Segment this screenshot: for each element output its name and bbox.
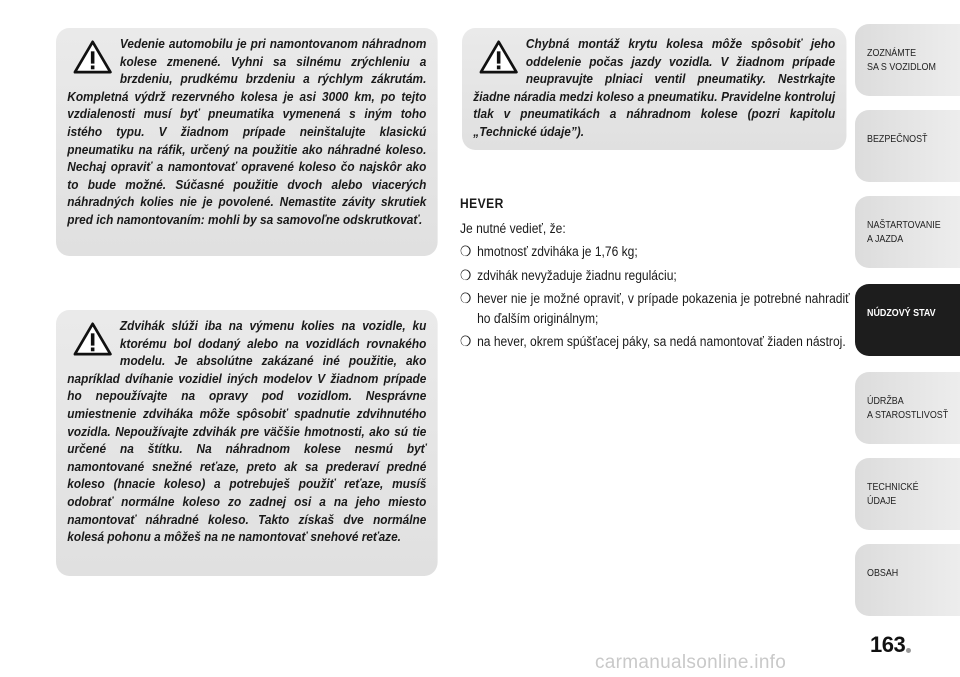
warning-box-jack-usage <box>56 310 438 576</box>
warning-triangle-icon <box>73 40 112 74</box>
list-item: ❍ hever nie je možné opraviť, v prípade pokazenia je potrebné nahradiť ho ďalším originálnym; <box>460 290 850 326</box>
warning-triangle-icon <box>73 322 112 356</box>
chapter-sidebar <box>855 24 960 624</box>
page-number: 163 <box>870 632 906 657</box>
tab-starting-and-driving[interactable]: NAŠTARTOVANIE A JAZDA <box>855 196 960 268</box>
list-item: ❍ na hever, okrem spúšťacej páky, sa nedá namontovať žiaden nástroj. <box>460 332 850 352</box>
page-dot <box>906 648 911 653</box>
section-heading: HEVER <box>460 196 504 211</box>
warning-box-wheel-cover <box>462 28 846 150</box>
circle-bullet-icon: ❍ <box>460 266 472 283</box>
list-item: ❍ zdvihák nevyžaduje žiadnu reguláciu; <box>460 266 850 286</box>
warning-text: Zdvihák slúži iba na výmenu kolies na vozidle, ku ktorému bol dodaný alebo na vozidlách rovnakého modelu. Je absolútne zakázané iné použitie, ako napríklad dvíhanie vozidiel iných modelov V žiadnom prípade ho nepoužívajte na opravy pod vozidlom. Nesprávne umiestnenie zdviháka môže spôsobiť spadnutie zdvihnutého vozidla. Nepoužívajte zdvihák pre väčšie hmotnosti, ako sú tie určené na štítku. Na náhradnom kolese nesmú byť namontované snežné reťaze, preto ak sa prederaví predné koleso (hnacie koleso) a potrebuješ použiť reťaze, musíš odobrať normálne koleso zo zadnej osi a na jeho miesto namontovať náhradné koleso. Takto získaš dve normálne kolesá pohonu a môžeš na ne namontovať snehové reťaze. <box>67 319 427 545</box>
tab-emergency[interactable]: NÚDZOVÝ STAV <box>855 284 960 356</box>
list-item: ❍ hmotnosť zdviháka je 1,76 kg; <box>460 242 850 262</box>
warning-text: Chybná montáž krytu kolesa môže spôsobiť jeho oddelenie počas jazdy vozidla. V žiadnom prípade neupravujte plniaci ventil pneumatiky. Nestrkajte žiadne náradia medzi koleso a pneumatiku. Pravidelne kontroluj tlak v pneumatikách a náhradnom kolese (pozri kapitolu „Technické údaje”). <box>473 37 836 139</box>
jack-section <box>460 194 850 356</box>
warning-text: Vedenie automobilu je pri namontovanom náhradnom kolese zmenené. Vyhni sa silnému zrýchleniu a brzdeniu, prudkému brzdeniu a rýchlym zákrutám. Kompletná výdrž rezervného kolesa je asi 3000 km, po tejto vzdialenosti musí byť pneumatika vymenená s iným toho istého typu. V žiadnom prípade neinštalujte klasickú pneumatiku na ráfik, určený na použitie ako náhradné koleso. Nechaj opraviť a namontovať opravené koleso čo najskôr ako to bude možné. Súčasné použitie dvoch alebo viacerých náhradných kolies nie je povolené. Nemastite závity skrutiek pred ich namontovaním: mohli by sa samovoľne odskrutkovať. <box>67 37 427 227</box>
circle-bullet-icon: ❍ <box>460 243 472 259</box>
warning-box-handling <box>56 28 438 256</box>
bullet-list <box>460 242 850 352</box>
tab-get-to-know-vehicle[interactable]: ZOZNÁMTE SA S VOZIDLOM <box>855 24 960 96</box>
tab-contents[interactable]: OBSAH <box>855 544 960 616</box>
tab-safety[interactable]: BEZPEČNOSŤ <box>855 110 960 182</box>
section-intro: Je nutné vedieť, že: <box>460 220 566 236</box>
tab-technical-data[interactable]: TECHNICKÉ ÚDAJE <box>855 458 960 530</box>
warning-triangle-icon <box>479 40 518 74</box>
circle-bullet-icon: ❍ <box>460 290 472 306</box>
watermark: carmanualsonline.info <box>595 652 787 673</box>
circle-bullet-icon: ❍ <box>460 333 472 349</box>
tab-maintenance-and-care[interactable]: ÚDRŽBA A STAROSTLIVOSŤ <box>855 372 960 444</box>
